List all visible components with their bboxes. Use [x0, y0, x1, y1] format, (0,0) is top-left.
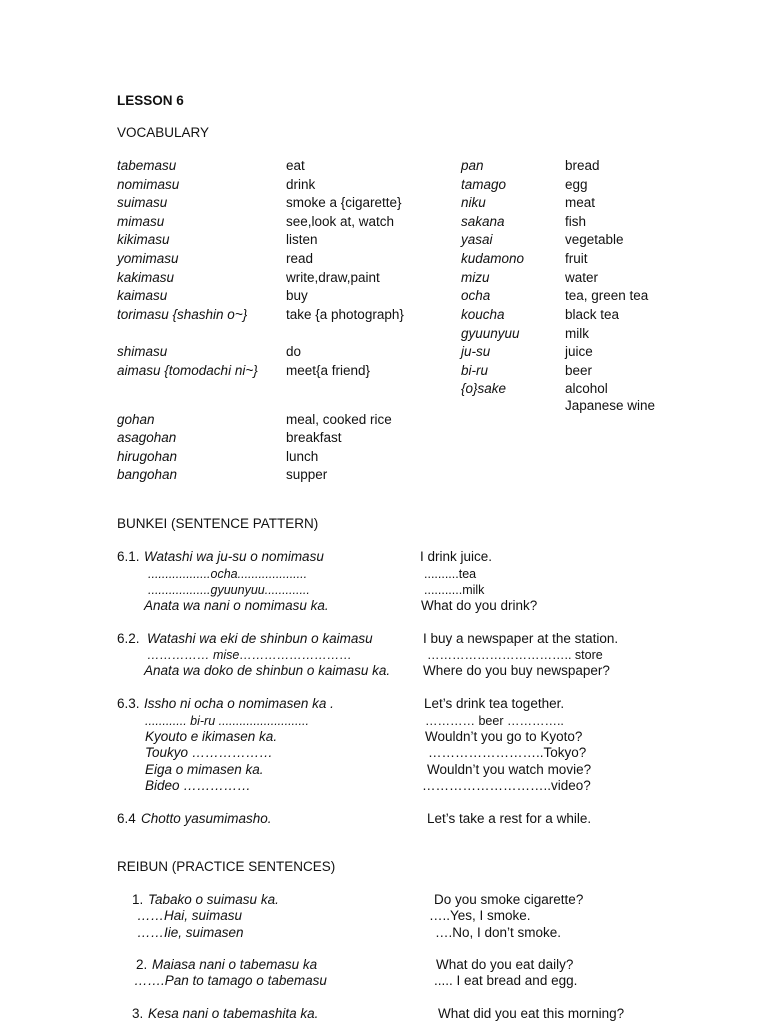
vocab-term: tabemasu: [117, 158, 177, 173]
reibun-english: Do you smoke cigarette?: [434, 892, 584, 907]
reibun-english: ….No, I don’t smoke.: [435, 925, 562, 940]
vocab-term: mimasu: [117, 214, 165, 229]
vocab-term: kaimasu: [117, 288, 168, 303]
pattern-japanese: Bideo ……………: [145, 778, 251, 793]
reibun-english: ..... I eat bread and egg.: [434, 973, 578, 988]
vocab-term: yomimasu: [117, 251, 179, 266]
vocab-meaning: do: [286, 344, 302, 359]
vocab-meaning: breakfast: [286, 430, 342, 445]
vocab-meaning: beer: [565, 363, 593, 378]
vocab-meaning: read: [286, 251, 314, 266]
reibun-japanese: Maiasa nani o tabemasu ka: [152, 957, 318, 972]
pattern-english: I drink juice.: [420, 549, 493, 564]
pattern-english: What do you drink?: [421, 598, 538, 613]
reibun-number: 1.: [132, 892, 144, 907]
vocab-meaning: eat: [286, 158, 305, 173]
pattern-english: Wouldn’t you go to Kyoto?: [425, 729, 583, 744]
reibun-japanese: ……Iie, suimasen: [137, 925, 244, 940]
vocab-term: koucha: [461, 307, 505, 322]
vocab-term: sakana: [461, 214, 505, 229]
vocab-meaning: lunch: [286, 449, 319, 464]
reibun-english: …..Yes, I smoke.: [429, 908, 531, 923]
reibun-english: What did you eat this morning?: [438, 1006, 625, 1021]
vocab-term: niku: [461, 195, 486, 210]
vocab-meaning: black tea: [565, 307, 620, 322]
vocab-meaning: listen: [286, 232, 318, 247]
vocab-term: asagohan: [117, 430, 177, 445]
vocab-term: shimasu: [117, 344, 168, 359]
vocab-meaning: drink: [286, 177, 316, 192]
vocab-meaning: smoke a {cigarette}: [286, 195, 402, 210]
pattern-english: I buy a newspaper at the station.: [423, 631, 619, 646]
vocab-meaning: water: [565, 270, 599, 285]
pattern-number: 6.1.: [117, 549, 140, 564]
vocab-term: nomimasu: [117, 177, 180, 192]
vocab-meaning: take {a photograph}: [286, 307, 404, 322]
vocab-meaning: fish: [565, 214, 587, 229]
pattern-japanese: …………… mise………………………: [147, 648, 352, 662]
vocab-term: ocha: [461, 288, 491, 303]
pattern-japanese: ............ bi-ru ..........................: [145, 714, 309, 728]
vocab-term: torimasu {shashin o~}: [117, 307, 248, 322]
pattern-english: ………… beer …………..: [425, 714, 564, 728]
vocab-meaning: alcohol: [565, 381, 608, 396]
pattern-japanese: Chotto yasumimasho.: [141, 811, 272, 826]
pattern-japanese: Watashi wa eki de shinbun o kaimasu: [147, 631, 373, 646]
vocab-meaning: milk: [565, 326, 589, 341]
vocab-meaning: egg: [565, 177, 588, 192]
pattern-number: 6.2.: [117, 631, 140, 646]
vocab-meaning: vegetable: [565, 232, 624, 247]
vocab-term: gohan: [117, 412, 155, 427]
pattern-japanese: Anata wa nani o nomimasu ka.: [144, 598, 329, 613]
pattern-english: ...........milk: [424, 583, 485, 597]
vocab-term: kakimasu: [117, 270, 175, 285]
vocab-meaning: fruit: [565, 251, 588, 266]
pattern-english: ………………………..video?: [422, 778, 591, 793]
lesson-title: LESSON 6: [117, 93, 184, 108]
vocab-meaning: meet{a friend}: [286, 363, 371, 378]
pattern-japanese: ..................gyuunyuu.............: [148, 583, 310, 597]
vocab-term: {o}sake: [461, 381, 507, 396]
vocab-meaning: meal, cooked rice: [286, 412, 392, 427]
pattern-english: Let’s take a rest for a while.: [427, 811, 592, 826]
vocab-term: bi-ru: [461, 363, 489, 378]
vocab-meaning: meat: [565, 195, 596, 210]
vocab-term: yasai: [461, 232, 493, 247]
vocab-meaning: supper: [286, 467, 328, 482]
pattern-japanese: Kyouto e ikimasen ka.: [145, 729, 278, 744]
vocab-meaning: see,look at, watch: [286, 214, 395, 229]
vocab-term: hirugohan: [117, 449, 178, 464]
vocab-meaning: buy: [286, 288, 308, 303]
pattern-english: Where do you buy newspaper?: [423, 663, 610, 678]
reibun-heading: REIBUN (PRACTICE SENTENCES): [117, 859, 336, 874]
reibun-japanese: …….Pan to tamago o tabemasu: [134, 973, 327, 988]
reibun-japanese: Tabako o suimasu ka.: [148, 892, 279, 907]
vocab-meaning: juice: [565, 344, 593, 359]
pattern-english: …………………………….. store: [427, 648, 603, 662]
vocab-meaning: write,draw,paint: [286, 270, 380, 285]
pattern-japanese: Eiga o mimasen ka.: [145, 762, 264, 777]
vocab-term: mizu: [461, 270, 490, 285]
vocab-term: ju-su: [461, 344, 491, 359]
vocab-meaning: Japanese wine: [565, 398, 656, 413]
pattern-number: 6.3.: [117, 696, 140, 711]
pattern-english: ..........tea: [424, 567, 477, 581]
pattern-japanese: Issho ni ocha o nomimasen ka .: [144, 696, 334, 711]
bunkei-heading: BUNKEI (SENTENCE PATTERN): [117, 516, 319, 531]
reibun-english: What do you eat daily?: [436, 957, 574, 972]
vocab-term: gyuunyuu: [461, 326, 520, 341]
vocab-term: aimasu {tomodachi ni~}: [117, 363, 258, 378]
pattern-english: Wouldn’t you watch movie?: [427, 762, 592, 777]
pattern-japanese: Anata wa doko de shinbun o kaimasu ka.: [144, 663, 391, 678]
vocab-term: bangohan: [117, 467, 178, 482]
vocabulary-heading: VOCABULARY: [117, 125, 210, 140]
pattern-japanese: Toukyo ………………: [145, 745, 273, 760]
vocab-term: kikimasu: [117, 232, 170, 247]
vocab-meaning: tea, green tea: [565, 288, 649, 303]
reibun-number: 2.: [136, 957, 148, 972]
reibun-japanese: ……Hai, suimasu: [137, 908, 243, 923]
pattern-japanese: Watashi wa ju-su o nomimasu: [144, 549, 324, 564]
reibun-japanese: Kesa nani o tabemashita ka.: [148, 1006, 319, 1021]
pattern-number: 6.4: [117, 811, 136, 826]
vocab-term: kudamono: [461, 251, 525, 266]
pattern-english: ……………………..Tokyo?: [428, 745, 587, 760]
vocab-term: tamago: [461, 177, 507, 192]
vocab-meaning: bread: [565, 158, 600, 173]
pattern-japanese: ..................ocha....................: [148, 567, 308, 581]
vocab-term: suimasu: [117, 195, 168, 210]
vocab-term: pan: [461, 158, 484, 173]
pattern-english: Let’s drink tea together.: [424, 696, 565, 711]
reibun-number: 3.: [132, 1006, 144, 1021]
